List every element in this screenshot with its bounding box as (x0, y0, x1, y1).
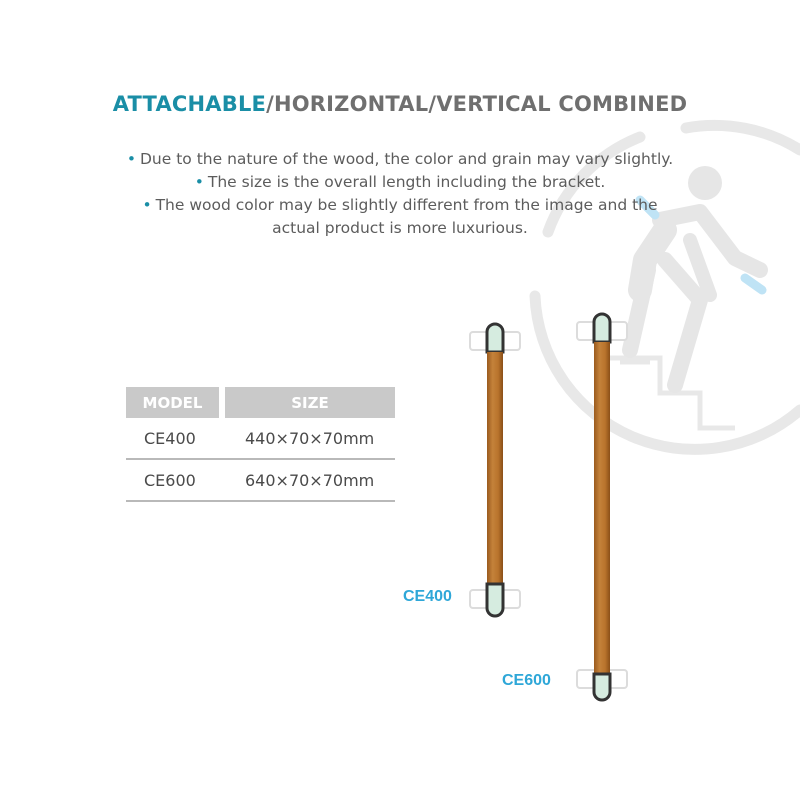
header-size: SIZE (225, 387, 395, 418)
table-header-row (126, 387, 395, 418)
cell-model: CE400 (126, 418, 219, 460)
note-item: • The wood color may be slightly different from the image and the (142, 196, 658, 214)
product-label-ce400: CE400 (403, 588, 452, 605)
note-item: • The size is the overall length including the bracket. (194, 173, 606, 191)
table-row (126, 460, 395, 502)
note-item: • Due to the nature of the wood, the color and grain may vary slightly. (126, 150, 674, 168)
product-notes (0, 148, 800, 240)
bullet-icon: • (142, 196, 152, 214)
bullet-icon: • (126, 150, 136, 168)
header-model: MODEL (126, 387, 219, 418)
note-item-continuation: actual product is more luxurious. (272, 219, 528, 237)
spec-table (126, 387, 395, 502)
product-label-ce600: CE600 (502, 672, 551, 689)
cell-model: CE600 (126, 460, 219, 502)
page-title (0, 92, 800, 116)
handrail-ce400-image (465, 318, 525, 624)
cell-size: 640×70×70mm (225, 460, 395, 502)
bullet-icon: • (194, 173, 204, 191)
title-rest: /HORIZONTAL/VERTICAL COMBINED (266, 92, 688, 116)
table-row (126, 418, 395, 460)
title-accent: ATTACHABLE (112, 92, 267, 116)
handrail-ce600-image (572, 308, 632, 708)
cell-size: 440×70×70mm (225, 418, 395, 460)
